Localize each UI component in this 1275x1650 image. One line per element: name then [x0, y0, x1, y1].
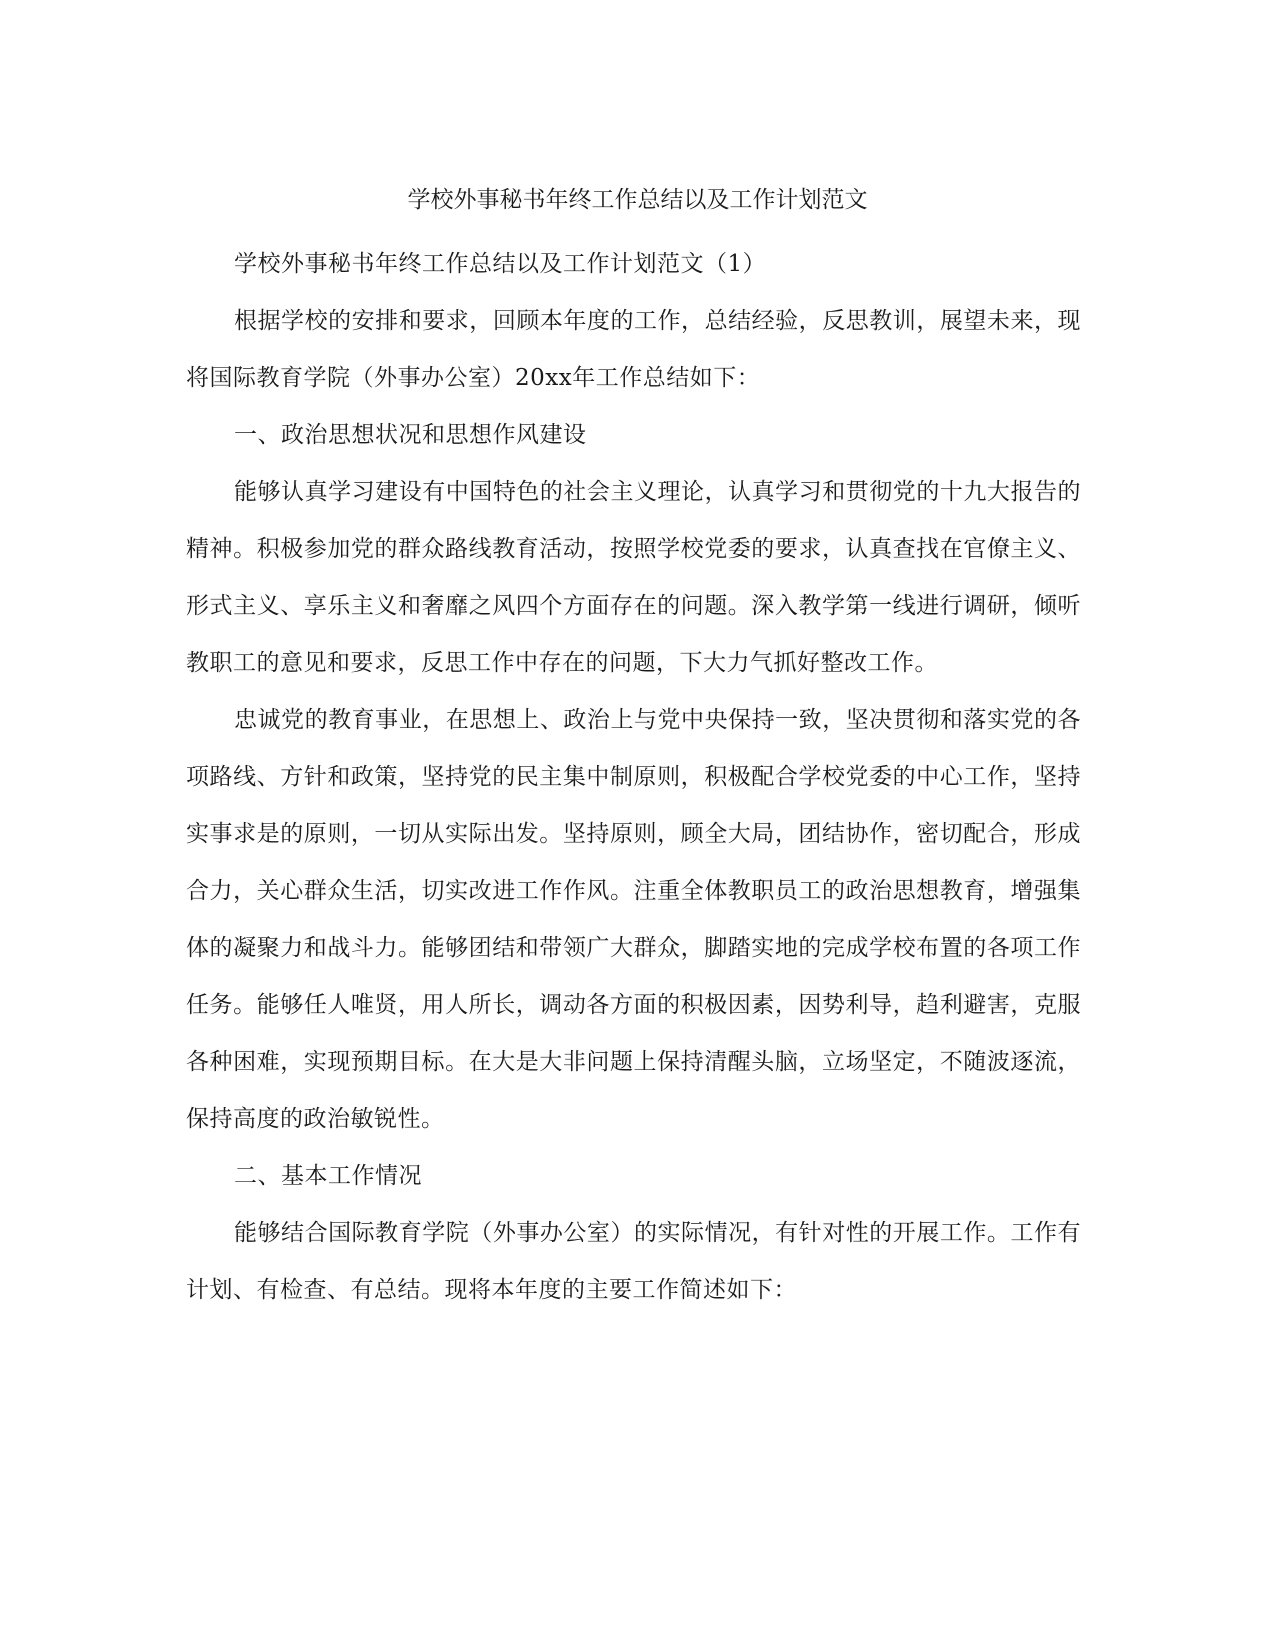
document-title: 学校外事秘书年终工作总结以及工作计划范文	[407, 187, 868, 213]
section-heading-2: 二、基本工作情况	[234, 1163, 422, 1189]
paragraph: 能够结合国际教育学院（外事办公室）的实际情况，有针对性的开展工作。工作有计划、有检查、有总结。现将本年度的主要工作简述如下：	[186, 1220, 1081, 1303]
section-heading-1: 一、政治思想状况和思想作风建设	[234, 422, 587, 448]
document-body	[186, 236, 1081, 1319]
paragraph-subtitle: 学校外事秘书年终工作总结以及工作计划范文（1）	[234, 251, 767, 277]
paragraph: 能够认真学习建设有中国特色的社会主义理论，认真学习和贯彻党的十九大报告的精神。积极参加党的群众路线教育活动，按照学校党委的要求，认真查找在官僚主义、形式主义、享乐主义和奢靡之风四个方面存在的问题。深入教学第一线进行调研，倾听教职工的意见和要求，反思工作中存在的问题，下大力气抓好整改工作。	[186, 479, 1081, 676]
paragraph-intro: 根据学校的安排和要求，回顾本年度的工作，总结经验，反思教训，展望未来，现将国际教育学院（外事办公室）20xx年工作总结如下：	[186, 308, 1081, 391]
paragraph: 忠诚党的教育事业，在思想上、政治上与党中央保持一致，坚决贯彻和落实党的各项路线、方针和政策，坚持党的民主集中制原则，积极配合学校党委的中心工作，坚持实事求是的原则，一切从实际出发。坚持原则，顾全大局，团结协作，密切配合，形成合力，关心群众生活，切实改进工作作风。注重全体教职员工的政治思想教育，增强集体的凝聚力和战斗力。能够团结和带领广大群众，脚踏实地的完成学校布置的各项工作任务。能够任人唯贤，用人所长，调动各方面的积极因素，因势利导，趋利避害，克服各种困难，实现预期目标。在大是大非问题上保持清醒头脑，立场坚定，不随波逐流，保持高度的政治敏锐性。	[186, 707, 1081, 1132]
